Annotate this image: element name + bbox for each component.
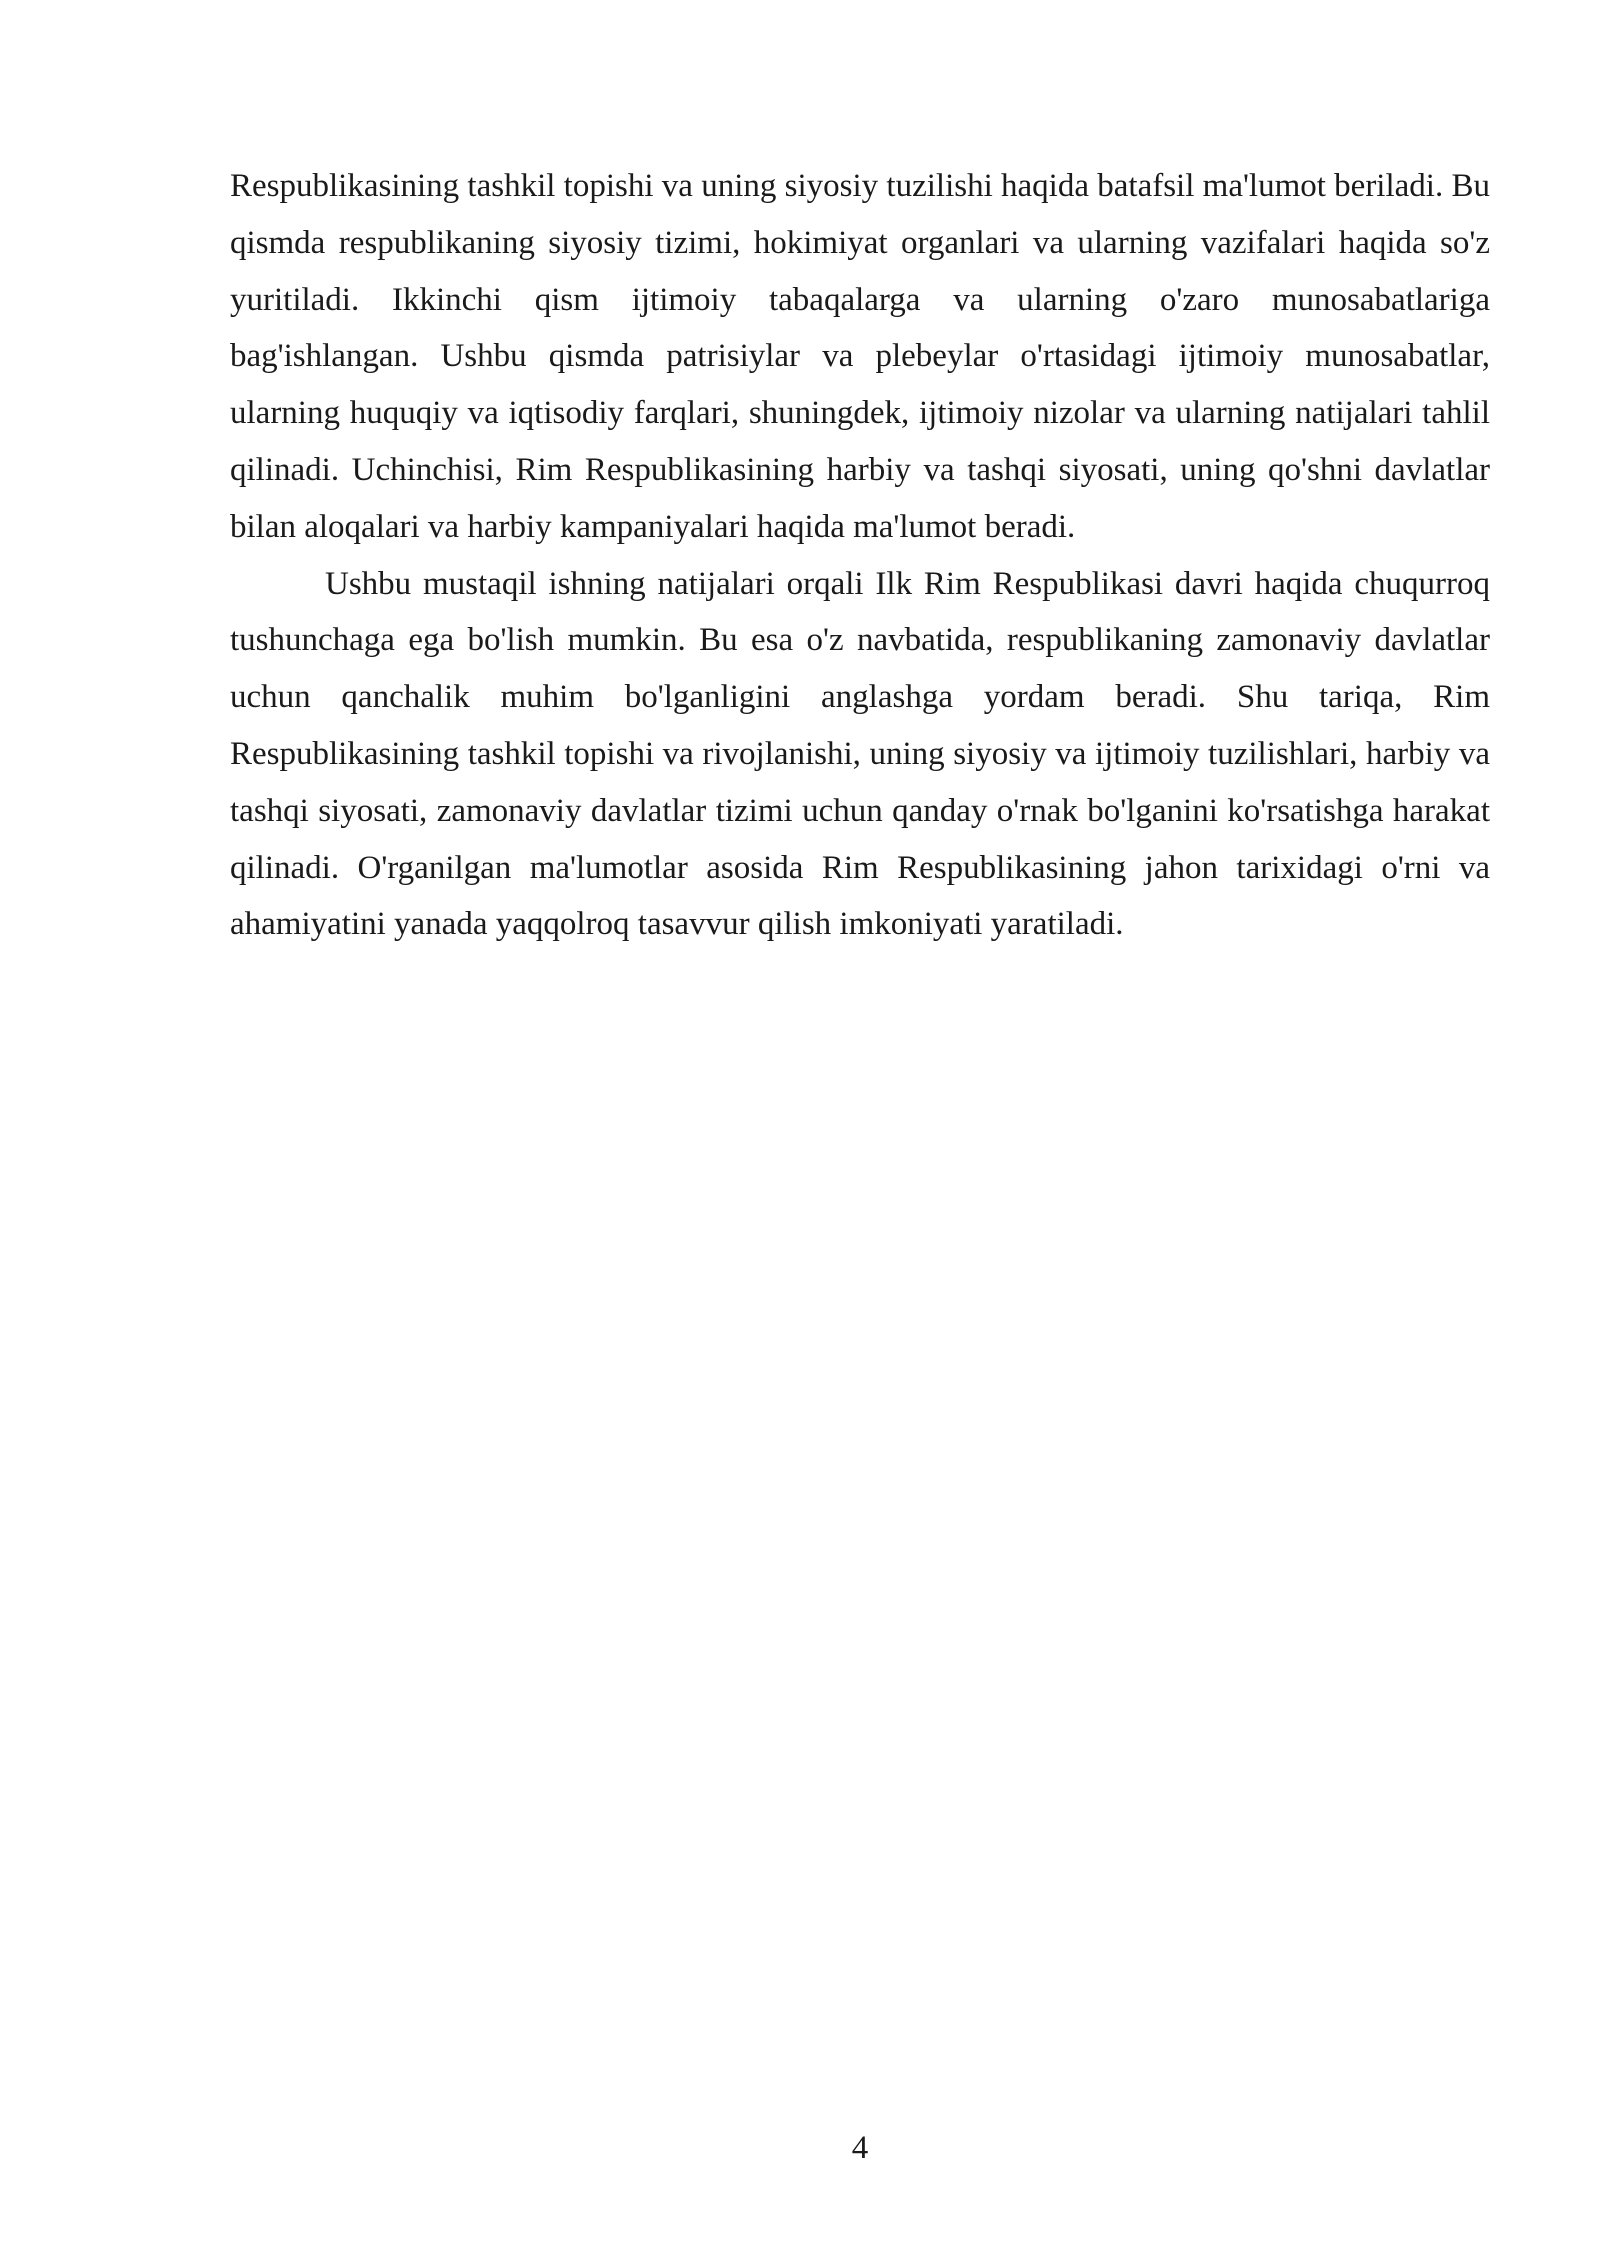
page-number: 4 bbox=[851, 2130, 869, 2166]
paragraph-1: Respublikasining tashkil topishi va uning siyosiy tuzilishi haqida batafsil ma'lumot beriladi. Bu qismda respublikaning siyosiy tizimi, hokimiyat organlari va ularning vazifalari haqida so'z yuritiladi. Ikkinchi qism ijtimoiy tabaqalarga va ularning o'zaro munosabatlariga bag'ishlangan. Ushbu qismda patrisiylar va plebeylar o'rtasidagi ijtimoiy munosabatlar, ularning huquqiy va iqtisodiy farqlari, shuningdek, ijtimoiy nizolar va ularning natijalari tahlil qilinadi. Uchinchisi, Rim Respublikasining harbiy va tashqi siyosati, uning qo'shni davlatlar bilan aloqalari va harbiy kampaniyalari haqida ma'lumot beradi. bbox=[230, 168, 1490, 545]
body-text bbox=[230, 158, 1490, 953]
paragraph-2: Ushbu mustaqil ishning natijalari orqali Ilk Rim Respublikasi davri haqida chuqurroq tushunchaga ega bo'lish mumkin. Bu esa o'z navbatida, respublikaning zamonaviy davlatlar uchun qanchalik muhim bo'lganligini anglashga yordam beradi. Shu tariqa, Rim Respublikasining tashkil topishi va rivojlanishi, uning siyosiy va ijtimoiy tuzilishlari, harbiy va tashqi siyosati, zamonaviy davlatlar tizimi uchun qanday o'rnak bo'lganini ko'rsatishga harakat qilinadi. O'rganilgan ma'lumotlar asosida Rim Respublikasining jahon tarixidagi o'rni va ahamiyatini yanada yaqqolroq tasavvur qilish imkoniyati yaratiladi. bbox=[230, 565, 1490, 943]
